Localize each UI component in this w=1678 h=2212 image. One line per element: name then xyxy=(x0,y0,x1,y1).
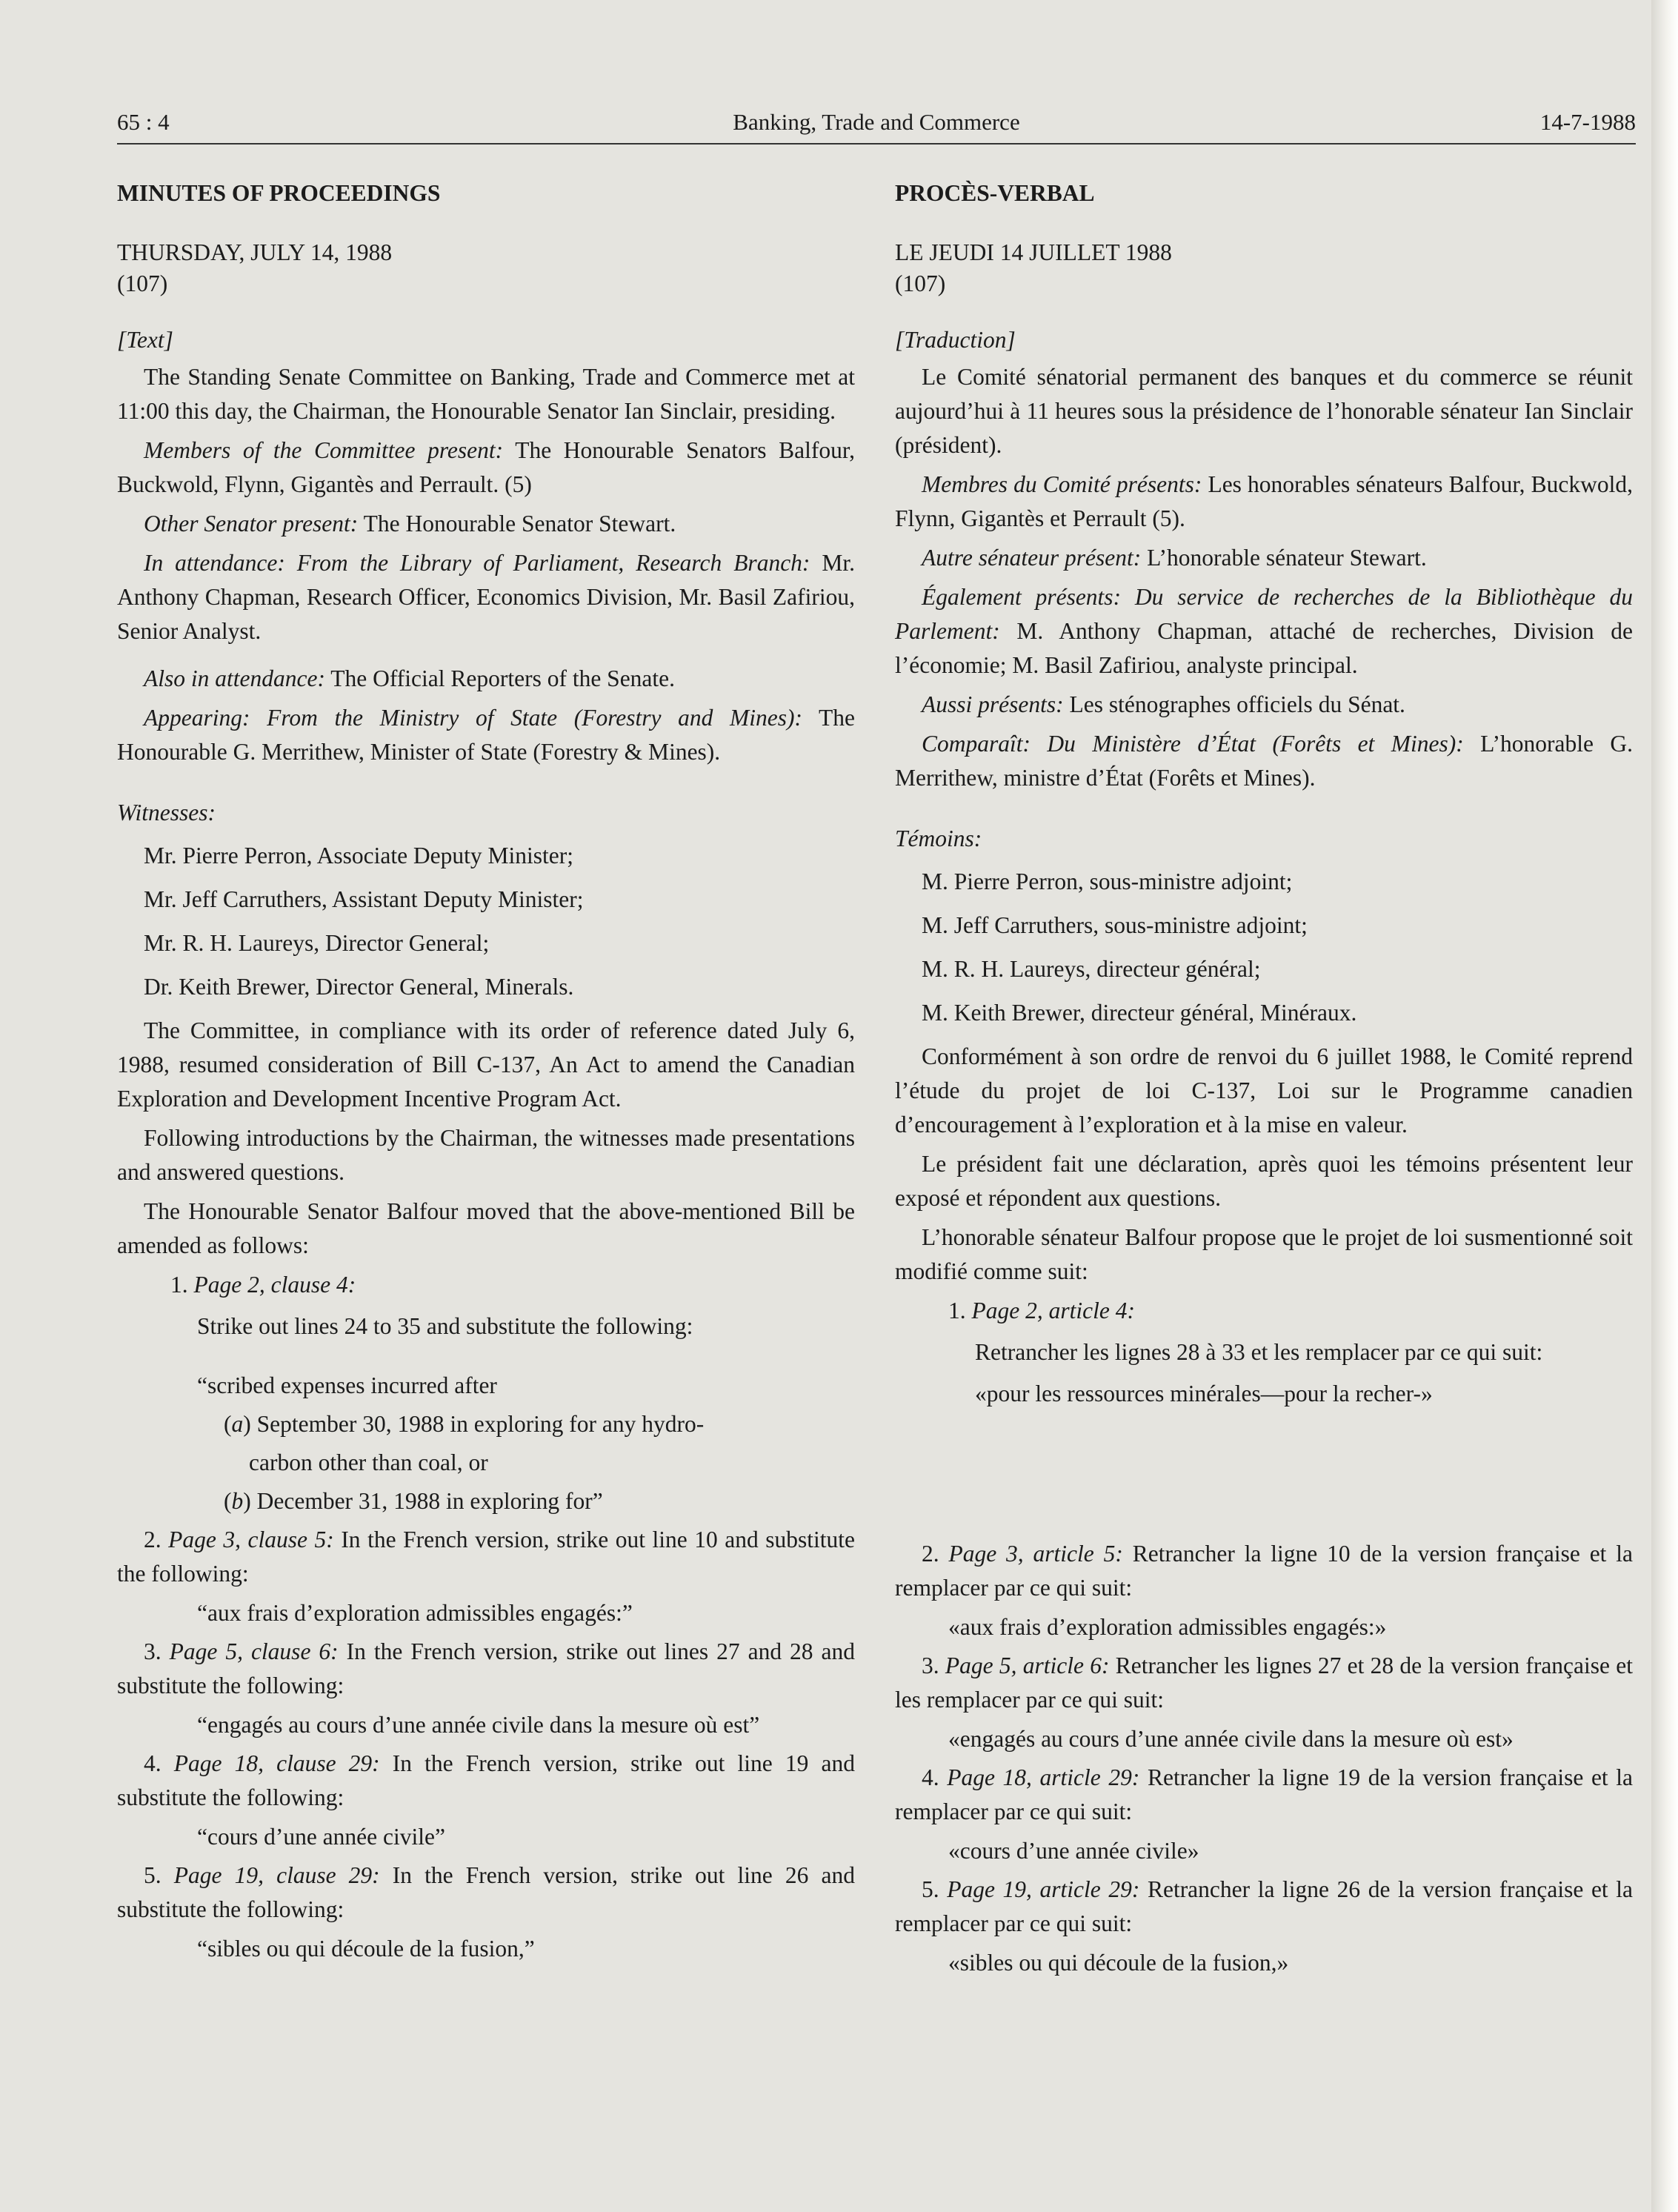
witness-item: Mr. Pierre Perron, Associate Deputy Minister; xyxy=(144,843,574,868)
amendment-label: Page 2, article 4: xyxy=(971,1298,1135,1323)
appearing xyxy=(117,701,855,769)
amendment-label: Page 3, article 5: xyxy=(948,1541,1123,1567)
committee-paragraph: The Committee, in compliance with its order of reference dated July 6, 1988, resumed consideration of Bill C-137, An Act to amend the Canadian Exploration and Development Incentive Program Act. xyxy=(117,1017,855,1112)
meeting-date-block xyxy=(117,237,855,299)
amendment-label: Page 19, clause 29: xyxy=(173,1862,380,1888)
meeting-date-block-fr xyxy=(895,237,1633,299)
other-label-fr: Autre sénateur présent: xyxy=(922,545,1142,571)
amendment-label: Page 2, clause 4: xyxy=(193,1272,356,1298)
amendment-1-quote-fr: «pour les ressources minérales—pour la recher-» xyxy=(975,1381,1433,1406)
members-label: Members of the Committee present: xyxy=(144,437,504,463)
sub-letter: b xyxy=(231,1488,244,1514)
french-column xyxy=(895,176,1633,1985)
motion-paragraph: The Honourable Senator Balfour moved that the above-mentioned Bill be amended as follows: xyxy=(117,1198,855,1258)
amendment-2-quote: “aux frais d’exploration admissibles engagés:” xyxy=(197,1600,633,1626)
also-label-fr: Aussi présents: xyxy=(922,691,1064,717)
amendment-2-fr xyxy=(895,1537,1633,1605)
opening-paragraph-fr: Le Comité sénatorial permanent des banques et du commerce se réunit aujourd’hui à 11 heures sous la présidence de l’honorable sénateur Ian Sinclair (président). xyxy=(895,364,1633,458)
in-attendance xyxy=(117,546,855,648)
attendance-label-fr: Également présents: Du service de recherches de la Bibliothèque du Parlement: xyxy=(895,584,1633,644)
appearing-label-fr: Comparaît: Du Ministère d’État (Forêts et Mines): xyxy=(922,731,1464,757)
witness-item: Dr. Keith Brewer, Director General, Minerals. xyxy=(144,974,574,1000)
amendment-3-fr xyxy=(895,1649,1633,1717)
text-tag: [Text] xyxy=(117,327,173,353)
amendment-number: 5. xyxy=(922,1876,939,1902)
members-label-fr: Membres du Comité présents: xyxy=(922,471,1202,497)
members-text-fr: Les honorables sénateurs Balfour, Buckwold, Flynn, Gigantès et Perrault (5). xyxy=(895,471,1633,531)
amendment-1-text: Strike out lines 24 to 35 and substitute the following: xyxy=(197,1313,693,1339)
amendment-5-quote-fr: «sibles ou qui découle de la fusion,» xyxy=(948,1950,1289,1976)
witness-item: M. R. H. Laureys, directeur général; xyxy=(922,956,1261,982)
witness-item: M. Jeff Carruthers, sous-ministre adjoint; xyxy=(922,912,1308,938)
amendment-number: 4. xyxy=(144,1750,162,1776)
in-attendance-fr xyxy=(895,580,1633,682)
witness-item: Mr. Jeff Carruthers, Assistant Deputy Minister; xyxy=(144,886,584,912)
amendment-label: Page 3, clause 5: xyxy=(168,1527,334,1552)
amendment-label: Page 5, clause 6: xyxy=(169,1638,339,1664)
also-text: The Official Reporters of the Senate. xyxy=(330,665,676,691)
other-senator-fr xyxy=(895,541,1633,575)
witnesses-heading-fr: Témoins: xyxy=(895,826,982,851)
amendment-3 xyxy=(117,1635,855,1703)
other-senator xyxy=(117,507,855,541)
members-present-fr xyxy=(895,468,1633,536)
amendment-number: 2. xyxy=(144,1527,162,1552)
minutes-heading: MINUTES OF PROCEEDINGS xyxy=(117,180,441,206)
page-edge-shadow xyxy=(1651,0,1678,2212)
also-text-fr: Les sténographes officiels du Sénat. xyxy=(1069,691,1405,717)
also-attendance xyxy=(117,662,855,696)
attendance-label: In attendance: From the Library of Parliament, Research Branch: xyxy=(144,550,810,576)
meeting-date: THURSDAY, JULY 14, 1988 xyxy=(117,239,393,265)
amendment-1-sub-b: (b) December 31, 1988 in exploring for” xyxy=(224,1488,603,1514)
amendment-1-sub-a-continued: carbon other than coal, or xyxy=(249,1449,488,1475)
amendment-1-heading xyxy=(170,1268,855,1302)
amendment-label: Page 5, article 6: xyxy=(945,1653,1110,1678)
amendment-4-quote-fr: «cours d’une année civile» xyxy=(948,1838,1199,1864)
amendment-1-sub-a: (a) September 30, 1988 in exploring for any hydro- xyxy=(224,1411,705,1437)
issue-number: (107) xyxy=(117,270,168,296)
attendance-text-fr: M. Anthony Chapman, attaché de recherches, Division de l’économie; M. Basil Zafiriou, analyste principal. xyxy=(895,618,1633,678)
issue-date: 14-7-1988 xyxy=(1539,109,1636,135)
appearing-label: Appearing: From the Ministry of State (Forestry and Mines): xyxy=(144,705,802,731)
amendment-5-fr xyxy=(895,1873,1633,1941)
amendment-number: 2. xyxy=(922,1541,939,1567)
amendment-number: 4. xyxy=(922,1764,939,1790)
amendment-2-quote-fr: «aux frais d’exploration admissibles engagés:» xyxy=(948,1614,1387,1640)
amendment-5 xyxy=(117,1859,855,1927)
amendment-number: 1. xyxy=(948,1298,966,1323)
translation-tag: [Traduction] xyxy=(895,327,1016,353)
amendment-number: 1. xyxy=(170,1272,188,1298)
introductions-paragraph: Following introductions by the Chairman, the witnesses made presentations and answered questions. xyxy=(117,1125,855,1185)
amendment-4-fr xyxy=(895,1761,1633,1829)
other-label: Other Senator present: xyxy=(144,511,359,537)
amendment-label: Page 18, article 29: xyxy=(947,1764,1140,1790)
meeting-date-fr: LE JEUDI 14 JUILLET 1988 xyxy=(895,239,1172,265)
running-header xyxy=(117,104,1636,141)
amendment-1-quote: “scribed expenses incurred after xyxy=(197,1372,497,1398)
opening-paragraph: The Standing Senate Committee on Banking, Trade and Commerce met at 11:00 this day, the Chairman, the Honourable Senator Ian Sinclair, presiding. xyxy=(117,364,855,424)
amendment-label: Page 19, article 29: xyxy=(947,1876,1140,1902)
page-number: 65 : 4 xyxy=(117,109,170,135)
proces-verbal-heading: PROCÈS-VERBAL xyxy=(895,180,1095,206)
also-attendance-fr xyxy=(895,688,1633,722)
amendment-4 xyxy=(117,1747,855,1815)
amendment-text: Retrancher la ligne 19 de la version française et la remplacer par ce qui suit: xyxy=(895,1764,1634,1824)
members-present xyxy=(117,434,855,502)
witness-item: M. Keith Brewer, directeur général, Minéraux. xyxy=(922,1000,1357,1026)
amendment-4-quote: “cours d’une année civile” xyxy=(197,1824,445,1850)
amendment-number: 3. xyxy=(144,1638,162,1664)
amendment-2 xyxy=(117,1523,855,1591)
amendment-text: Retrancher la ligne 10 de la version française et la remplacer par ce qui suit: xyxy=(895,1541,1634,1601)
amendment-text: In the French version, strike out line 19 and substitute the following: xyxy=(117,1750,855,1810)
english-column xyxy=(117,176,855,1970)
amendment-text: In the French version, strike out line 10 and substitute the following: xyxy=(117,1527,856,1587)
publication-title: Banking, Trade and Commerce xyxy=(733,109,1020,135)
attendance-text: Mr. Anthony Chapman, Research Officer, Economics Division, Mr. Basil Zafiriou, Senior Analyst. xyxy=(117,550,856,644)
amendment-label: Page 18, clause 29: xyxy=(173,1750,380,1776)
amendment-number: 3. xyxy=(922,1653,939,1678)
appearing-fr xyxy=(895,727,1633,795)
amendment-text: In the French version, strike out lines 27 and 28 and substitute the following: xyxy=(117,1638,856,1698)
issue-number-fr: (107) xyxy=(895,270,946,296)
amendment-number: 5. xyxy=(144,1862,162,1888)
amendment-1-heading-fr xyxy=(948,1294,1633,1328)
sub-text: December 31, 1988 in exploring for” xyxy=(256,1488,603,1514)
amendment-5-quote: “sibles ou qui découle de la fusion,” xyxy=(197,1936,535,1962)
amendment-1-text-fr: Retrancher les lignes 28 à 33 et les remplacer par ce qui suit: xyxy=(975,1339,1543,1365)
header-rule xyxy=(117,143,1636,145)
amendment-3-quote-fr: «engagés au cours d’une année civile dans la mesure où est» xyxy=(948,1726,1514,1752)
witness-item: Mr. R. H. Laureys, Director General; xyxy=(144,930,490,956)
witnesses-heading: Witnesses: xyxy=(117,800,216,826)
amendment-text: Retrancher la ligne 26 de la version française et la remplacer par ce qui suit: xyxy=(895,1876,1634,1936)
also-label: Also in attendance: xyxy=(144,665,325,691)
introductions-paragraph-fr: Le président fait une déclaration, après quoi les témoins présentent leur exposé et répondent aux questions. xyxy=(895,1151,1633,1211)
amendment-text: In the French version, strike out line 26 and substitute the following: xyxy=(117,1862,855,1922)
committee-paragraph-fr: Conformément à son ordre de renvoi du 6 juillet 1988, le Comité reprend l’étude du projet de loi C-137, Loi sur le Programme canadien d’encouragement à l’exploration et à la mise en valeur. xyxy=(895,1043,1633,1137)
members-text: The Honourable Senators Balfour, Buckwold, Flynn, Gigantès and Perrault. (5) xyxy=(117,437,856,497)
amendment-3-quote: “engagés au cours d’une année civile dans la mesure où est” xyxy=(197,1712,760,1738)
appearing-text-fr: L’honorable G. Merrithew, ministre d’État (Forêts et Mines). xyxy=(895,731,1633,791)
amendment-text: Retrancher les lignes 27 et 28 de la version française et les remplacer par ce qui suit: xyxy=(895,1653,1634,1713)
other-text: The Honourable Senator Stewart. xyxy=(363,511,676,537)
appearing-text: The Honourable G. Merrithew, Minister of State (Forestry & Mines). xyxy=(117,705,856,765)
motion-paragraph-fr: L’honorable sénateur Balfour propose que le projet de loi susmentionné soit modifié comme suit: xyxy=(895,1224,1633,1284)
sub-text: September 30, 1988 in exploring for any hydro- xyxy=(256,1411,705,1437)
witness-item: M. Pierre Perron, sous-ministre adjoint; xyxy=(922,868,1293,894)
sub-letter: a xyxy=(231,1411,244,1437)
other-text-fr: L’honorable sénateur Stewart. xyxy=(1147,545,1427,571)
